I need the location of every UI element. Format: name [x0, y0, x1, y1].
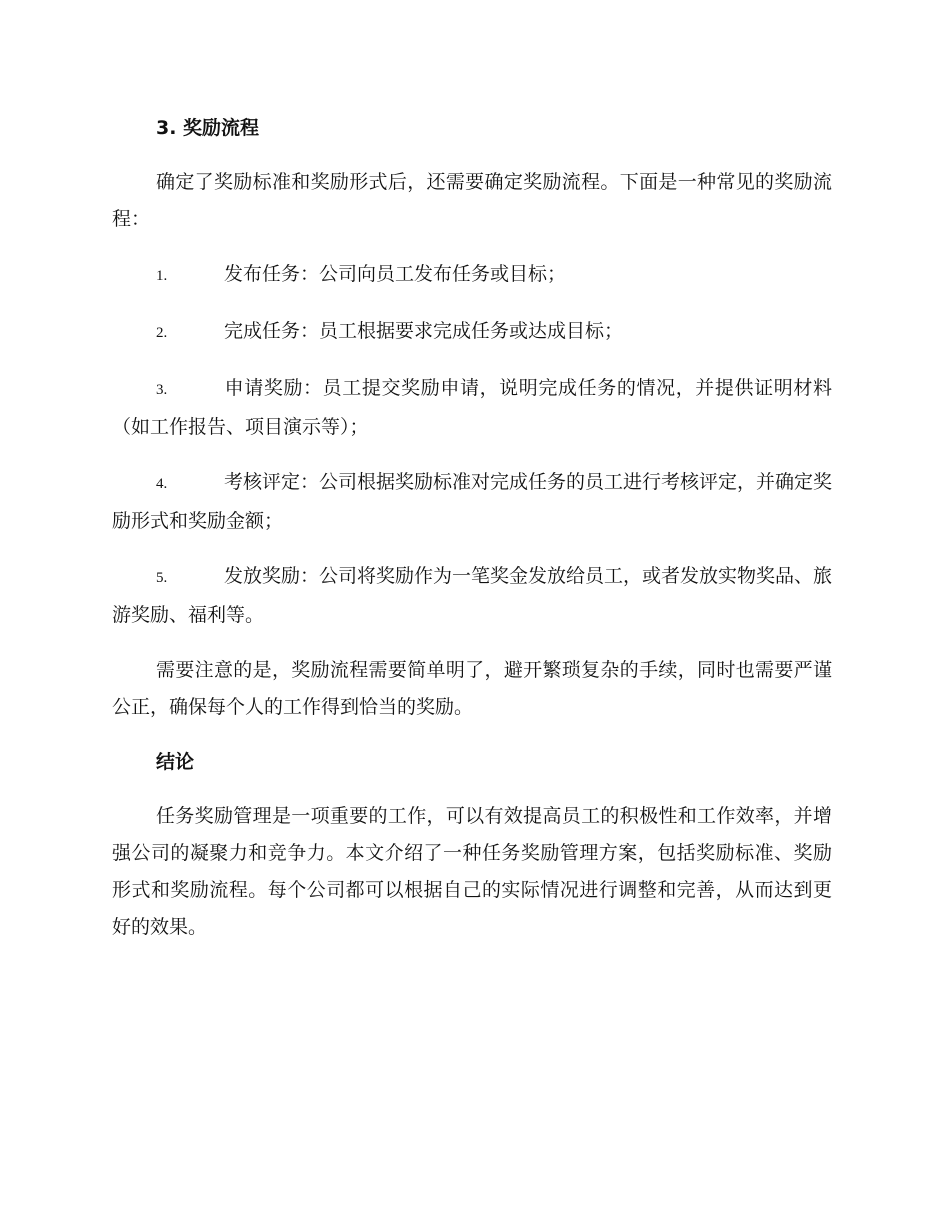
list-item — [112, 464, 832, 540]
list-number: 4. — [156, 476, 168, 492]
list-number: 3. — [156, 382, 168, 398]
list-text: 申请奖励：员工提交奖励申请，说明完成任务的情况，并提供证明材料（如工作报告、项目演示等）； — [112, 377, 832, 438]
list-item — [112, 370, 832, 446]
list-number: 5. — [156, 570, 168, 586]
list-number: 2. — [156, 325, 168, 341]
list-number: 1. — [156, 268, 168, 284]
list-text: 完成任务：员工根据要求完成任务或达成目标； — [224, 320, 624, 342]
note-paragraph: 需要注意的是，奖励流程需要简单明了，避开繁琐复杂的手续，同时也需要严谨公正，确保每个人的工作得到恰当的奖励。 — [112, 659, 832, 718]
list-text: 发布任务：公司向员工发布任务或目标； — [224, 263, 567, 285]
section-heading: 3. 奖励流程 — [156, 117, 260, 139]
conclusion-paragraph: 任务奖励管理是一项重要的工作，可以有效提高员工的积极性和工作效率，并增强公司的凝聚力和竞争力。本文介绍了一种任务奖励管理方案，包括奖励标准、奖励形式和奖励流程。每个公司都可以根据自己的实际情况进行调整和完善，从而达到更好的效果。 — [112, 805, 832, 938]
list-text: 考核评定：公司根据奖励标准对完成任务的员工进行考核评定，并确定奖励形式和奖励金额； — [112, 471, 833, 532]
list-item — [112, 558, 832, 634]
list-item — [112, 313, 832, 352]
intro-paragraph: 确定了奖励标准和奖励形式后，还需要确定奖励流程。下面是一种常见的奖励流程： — [112, 171, 832, 230]
conclusion-heading: 结论 — [156, 751, 195, 773]
list-text: 发放奖励：公司将奖励作为一笔奖金发放给员工，或者发放实物奖品、旅游奖励、福利等。 — [112, 565, 833, 626]
list-item — [112, 256, 832, 295]
document-page — [112, 110, 832, 964]
